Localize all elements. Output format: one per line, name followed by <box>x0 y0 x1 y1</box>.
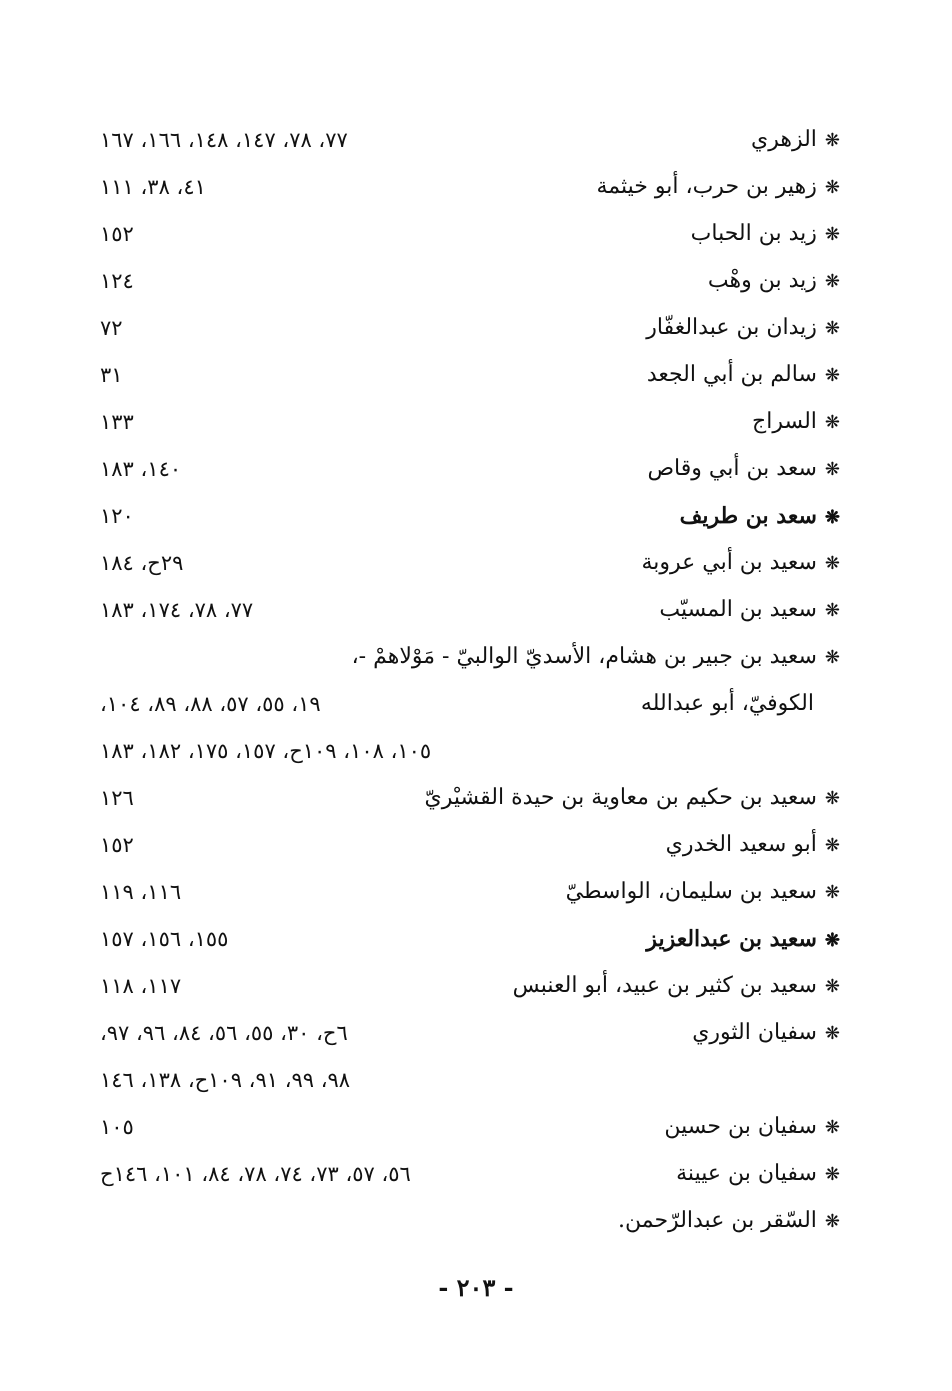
index-entry <box>0 543 952 583</box>
asterisk-icon: ❋ <box>824 1164 840 1185</box>
entry-page-refs: ٧٧، ٧٨، ١٧٤، ١٨٣ <box>100 598 254 622</box>
entry-page-refs: ١٢٤ <box>100 269 134 293</box>
entry-page-refs: ١٠٥، ١٠٨، ١٠٩ح، ١٥٧، ١٧٥، ١٨٢، ١٨٣ <box>100 739 432 763</box>
entry-name-text: سعد بن أبي وقاص <box>647 456 817 481</box>
entry-page-refs: ٩٨، ٩٩، ٩١، ١٠٩ح، ١٣٨، ١٤٦ <box>100 1068 351 1092</box>
index-entry <box>0 966 952 1006</box>
entry-name-text: الزهري <box>750 127 817 152</box>
entry-name-text: سعيد بن حكيم بن معاوية بن حيدة القشيْريّ <box>424 785 817 810</box>
index-entry <box>0 120 952 160</box>
entry-name-text: زيد بن وهْب <box>707 268 817 293</box>
asterisk-icon: ❋ <box>824 835 840 856</box>
asterisk-icon: ❋ <box>824 600 840 621</box>
asterisk-icon: ❋ <box>824 1211 840 1232</box>
entry-name-text: زيدان بن عبدالغفّار <box>646 315 817 340</box>
entry-name <box>597 167 840 208</box>
entry-page-refs: ١٣٣ <box>100 410 134 434</box>
entry-name-text: سفيان الثوري <box>692 1020 817 1045</box>
entry-name-text: السّقر بن عبدالرّحمن. <box>618 1208 817 1233</box>
entry-page-refs: ١١٧، ١١٨ <box>100 974 182 998</box>
asterisk-icon: ❋ <box>824 507 840 528</box>
entry-page-refs: ١٥٥، ١٥٦، ١٥٧ <box>100 927 229 951</box>
page-number: - ٢٠٣ - <box>438 1273 514 1302</box>
index-entry <box>0 872 952 912</box>
index-entry <box>0 825 952 865</box>
entry-name <box>692 1013 840 1054</box>
entry-page-refs: ٧٧، ٧٨، ١٤٧، ١٤٨، ١٦٦، ١٦٧ <box>100 128 348 152</box>
entry-name-text: زهير بن حرب، أبو خيثمة <box>596 174 817 199</box>
entry-name <box>618 1201 840 1242</box>
asterisk-icon: ❋ <box>824 1117 840 1138</box>
index-entry <box>0 637 952 677</box>
entry-page-refs: ١٢٦ <box>100 786 134 810</box>
entry-name-text: سفيان بن حسين <box>664 1114 817 1139</box>
asterisk-icon: ❋ <box>824 882 840 903</box>
index-entry <box>0 731 952 771</box>
entry-name-text: سعد بن طريف <box>679 503 817 529</box>
asterisk-icon: ❋ <box>824 930 840 951</box>
index-entry <box>0 402 952 442</box>
entry-page-refs: ١٢٠ <box>100 504 134 528</box>
asterisk-icon: ❋ <box>824 553 840 574</box>
entry-name-text: سعيد بن سليمان، الواسطيّ <box>565 879 817 904</box>
index-entry <box>0 496 952 536</box>
entry-name <box>664 1107 840 1148</box>
entry-name <box>666 825 840 866</box>
index-entry <box>0 261 952 301</box>
entry-name <box>646 308 840 349</box>
entry-name-text: أبو سعيد الخدري <box>665 832 817 857</box>
asterisk-icon: ❋ <box>824 647 840 668</box>
entry-name <box>676 1154 840 1195</box>
index-entry <box>0 684 952 724</box>
entry-page-refs: ٥٦، ٥٧، ٧٣، ٧٤، ٧٨، ٨٤، ١٠١، ١٤٦ح <box>100 1162 411 1186</box>
index-entry <box>0 308 952 348</box>
index-entry <box>0 1060 952 1100</box>
entry-name <box>708 261 840 302</box>
entry-name <box>691 214 840 255</box>
entry-page-refs: ٦ح، ٣٠، ٥٥، ٥٦، ٨٤، ٩٦، ٩٧، <box>100 1021 348 1045</box>
entry-page-refs: ١٥٢ <box>100 833 134 857</box>
entry-page-refs: ٣١ <box>100 363 123 387</box>
index-entry <box>0 167 952 207</box>
entry-page-refs: ٤١، ٣٨، ١١١ <box>100 175 206 199</box>
entry-name-text: سعيد بن المسيّب <box>659 597 817 622</box>
index-entry <box>0 214 952 254</box>
entry-name-text: السراج <box>752 409 817 434</box>
index-entry <box>0 355 952 395</box>
entry-page-refs: ٢٩ح، ١٨٤ <box>100 551 184 575</box>
entry-name <box>751 120 840 161</box>
asterisk-icon: ❋ <box>824 976 840 997</box>
entry-page-refs: ١١٦، ١١٩ <box>100 880 182 904</box>
entry-name-text: سالم بن أبي الجعد <box>646 362 817 387</box>
asterisk-icon: ❋ <box>824 1023 840 1044</box>
index-entry <box>0 1154 952 1194</box>
index-entry <box>0 1013 952 1053</box>
entry-name-text: سعيد بن كثير بن عبيد، أبو العنبس <box>512 973 817 998</box>
entry-name-text: زيد بن الحباب <box>690 221 817 246</box>
index-entry <box>0 449 952 489</box>
entry-name-text: سعيد بن أبي عروبة <box>641 550 817 575</box>
entry-name <box>641 543 840 584</box>
entry-name <box>646 919 840 961</box>
entry-name <box>647 449 840 490</box>
entry-name-text: سعيد بن جبير بن هشام، الأسديّ الوالبيّ - مَوْلاهمْ -، <box>351 644 817 669</box>
entry-page-refs: ١٠٥ <box>100 1115 134 1139</box>
entry-name <box>647 355 840 396</box>
entry-name <box>752 402 840 443</box>
entry-page-refs: ٧٢ <box>100 316 123 340</box>
entry-name <box>352 637 840 678</box>
entry-name-text: سعيد بن عبدالعزيز <box>646 926 817 952</box>
asterisk-icon: ❋ <box>824 318 840 339</box>
index-entry <box>0 590 952 630</box>
index-entry <box>0 919 952 959</box>
index-entry <box>0 778 952 818</box>
asterisk-icon: ❋ <box>824 788 840 809</box>
entry-name <box>425 778 840 819</box>
entry-page-refs: ١٥٢ <box>100 222 134 246</box>
entry-name <box>641 684 814 724</box>
entry-name <box>566 872 840 913</box>
index-entry <box>0 1107 952 1147</box>
entry-name <box>680 496 840 538</box>
entry-name-text: الكوفيّ، أبو عبدالله <box>640 691 814 716</box>
entry-name <box>659 590 840 631</box>
asterisk-icon: ❋ <box>824 177 840 198</box>
index-entry <box>0 1201 952 1241</box>
asterisk-icon: ❋ <box>824 224 840 245</box>
entry-name-text: سفيان بن عيينة <box>676 1161 817 1186</box>
entry-page-refs: ١٩، ٥٥، ٥٧، ٨٨، ٨٩، ١٠٤، <box>100 692 321 716</box>
asterisk-icon: ❋ <box>824 459 840 480</box>
entry-name <box>513 966 840 1007</box>
asterisk-icon: ❋ <box>824 130 840 151</box>
asterisk-icon: ❋ <box>824 365 840 386</box>
asterisk-icon: ❋ <box>824 412 840 433</box>
entry-page-refs: ١٤٠، ١٨٣ <box>100 457 182 481</box>
asterisk-icon: ❋ <box>824 271 840 292</box>
